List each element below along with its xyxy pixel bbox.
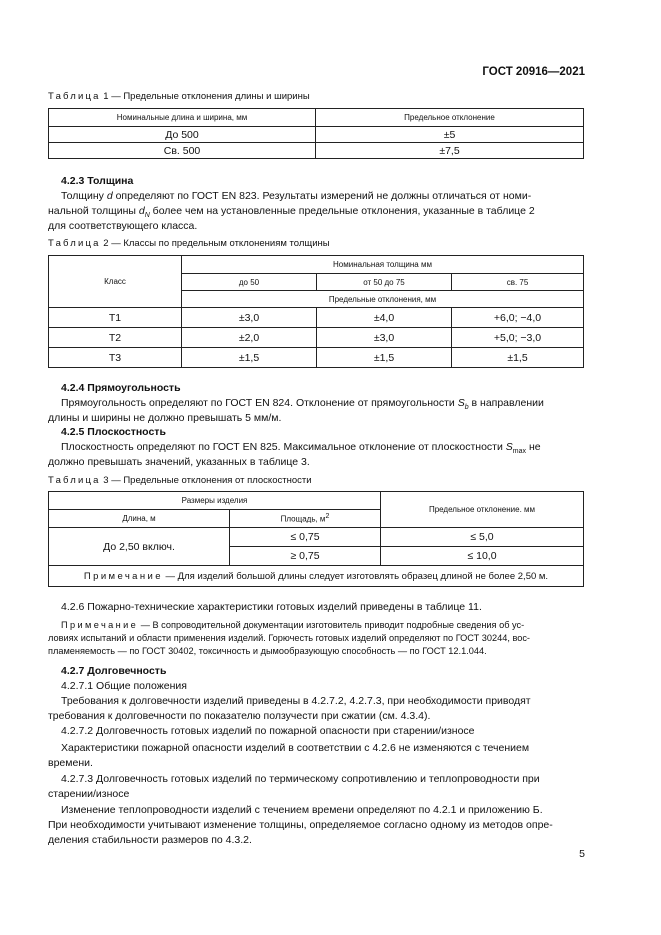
table-row: [49, 308, 584, 328]
table2-cell: ±1,5: [182, 348, 317, 368]
table2-deviation-header: Предельные отклонения, мм: [182, 291, 584, 308]
paragraph-durability: деления стабильности размеров по 4.3.2.: [48, 834, 252, 846]
table-row: [49, 528, 584, 547]
table3-cell: ≤ 10,0: [381, 547, 584, 566]
note-fire-line3: пламеняемость — по ГОСТ 30402, токсичность и дымообразующую способность — по ГОСТ 12.1.044.: [48, 646, 487, 656]
table2-range-header: от 50 до 75: [317, 274, 452, 291]
paragraph-durability: Характеристики пожарной опасности изделий в соответствии с 4.2.6 не изменяются с течением: [61, 742, 530, 754]
table1-cell: ±5: [316, 127, 584, 143]
table3-group-header: Размеры изделия: [49, 492, 381, 510]
paragraph-thickness-line3: для соответствующего класса.: [48, 220, 198, 232]
table2-range-header: св. 75: [452, 274, 584, 291]
paragraph-durability: При необходимости учитывают изменение толщины, определяемое согласно одному из методов опре-: [48, 819, 553, 831]
table2-cell: ±2,0: [182, 328, 317, 348]
table-row: [49, 328, 584, 348]
paragraph-durability: 4.2.7.3 Долговечность готовых изделий по термическому сопротивлению и теплопроводности при: [61, 773, 540, 785]
section-heading-durability: 4.2.7 Долговечность: [61, 665, 167, 677]
table-row: [49, 143, 584, 159]
table3: [48, 491, 584, 587]
note-fire: Примечание — В сопроводительной документации изготовитель приводит подробные сведения об ус-: [61, 620, 525, 630]
table1-col1-header: Номинальные длина и ширина, мм: [49, 109, 316, 127]
paragraph-durability: Изменение теплопроводности изделий с течением времени определяют по 4.2.1 и приложению Б.: [61, 804, 543, 816]
table1-cell: Св. 500: [49, 143, 316, 159]
table3-length-header: Длина, м: [49, 510, 230, 528]
table1-col2-header: Предельное отклонение: [316, 109, 584, 127]
paragraph-flatness-line2: должно превышать значений, указанных в таблице 3.: [48, 456, 310, 468]
table2-cell: ±4,0: [317, 308, 452, 328]
table2-cell: Т3: [49, 348, 182, 368]
table-row: [49, 127, 584, 143]
table2-cell: ±1,5: [452, 348, 584, 368]
table-row: [49, 348, 584, 368]
section-heading-thickness: 4.2.3 Толщина: [61, 175, 134, 187]
table2-class-header: Класс: [49, 256, 182, 308]
paragraph-durability: 4.2.7.2 Долговечность готовых изделий по пожарной опасности при старении/износе: [61, 725, 475, 737]
table2-cell: Т2: [49, 328, 182, 348]
section-heading-flatness: 4.2.5 Плоскостность: [61, 426, 166, 438]
table2-cell: Т1: [49, 308, 182, 328]
table2-cell: +5,0; −3,0: [452, 328, 584, 348]
table2-range-header: до 50: [182, 274, 317, 291]
table1-cell: До 500: [49, 127, 316, 143]
paragraph-thickness-line2: нальной толщины $d_N$ более чем на установленные предельные отклонения, указанные в таблице 2: [48, 205, 535, 220]
table1-caption: Таблица 1 — Предельные отклонения длины и ширины: [48, 91, 310, 102]
table3-deviation-header: Предельное отклонение. мм: [381, 492, 584, 528]
paragraph-flatness: Плоскостность определяют по ГОСТ EN 825. Максимальное отклонение от плоскостности $S_{max}$ не: [61, 441, 541, 456]
table2-cell: ±3,0: [317, 328, 452, 348]
table3-length-cell: До 2,50 включ.: [49, 528, 230, 566]
section-heading-rectangularity: 4.2.4 Прямоугольность: [61, 382, 181, 394]
table3-cell: ≥ 0,75: [230, 547, 381, 566]
table3-note: Примечание — Для изделий большой длины следует изготовлять образец длиной не более 2,50 м.: [49, 566, 584, 587]
paragraph-durability: Требования к долговечности изделий приведены в 4.2.7.2, 4.2.7.3, при необходимости приводят: [61, 695, 531, 707]
paragraph-rectangularity: Прямоугольность определяют по ГОСТ EN 824. Отклонение от прямоугольности $S_b$ в направлении: [61, 397, 544, 412]
table3-cell: ≤ 0,75: [230, 528, 381, 547]
paragraph-fire-characteristics: 4.2.6 Пожарно-технические характеристики готовых изделий приведены в таблице 11.: [61, 601, 482, 613]
paragraph-durability: старении/износе: [48, 788, 130, 800]
table2-cell: +6,0; −4,0: [452, 308, 584, 328]
table3-area-header: Площадь, $м^2$: [230, 510, 381, 528]
paragraph-durability: 4.2.7.1 Общие положения: [61, 680, 187, 692]
table1: [48, 108, 584, 159]
table2: [48, 255, 584, 368]
table2-cell: ±1,5: [317, 348, 452, 368]
table2-nominal-header: Номинальная толщина мм: [182, 256, 584, 274]
table3-caption: Таблица 3 — Предельные отклонения от плоскостности: [48, 475, 312, 486]
table1-cell: ±7,5: [316, 143, 584, 159]
document-code: ГОСТ 20916—2021: [482, 66, 585, 78]
table2-cell: ±3,0: [182, 308, 317, 328]
page-number: 5: [579, 848, 585, 860]
note-fire-line2: ловиях испытаний и области применения изделий. Горючесть готовых изделий определяют по ГОСТ 30244, вос-: [48, 633, 530, 643]
paragraph-durability: времени.: [48, 757, 93, 769]
paragraph-durability: требования к долговечности по показателю ползучести при сжатии (см. 4.3.4).: [48, 710, 431, 722]
table3-cell: ≤ 5,0: [381, 528, 584, 547]
paragraph-rectangularity-line2: длины и ширины не должно превышать 5 мм/м.: [48, 412, 282, 424]
paragraph-thickness: Толщину d определяют по ГОСТ EN 823. Результаты измерений не должны отличаться от номи-: [61, 190, 532, 202]
table-row: [49, 566, 584, 587]
table2-caption: Таблица 2 — Классы по предельным отклонениям толщины: [48, 238, 330, 249]
